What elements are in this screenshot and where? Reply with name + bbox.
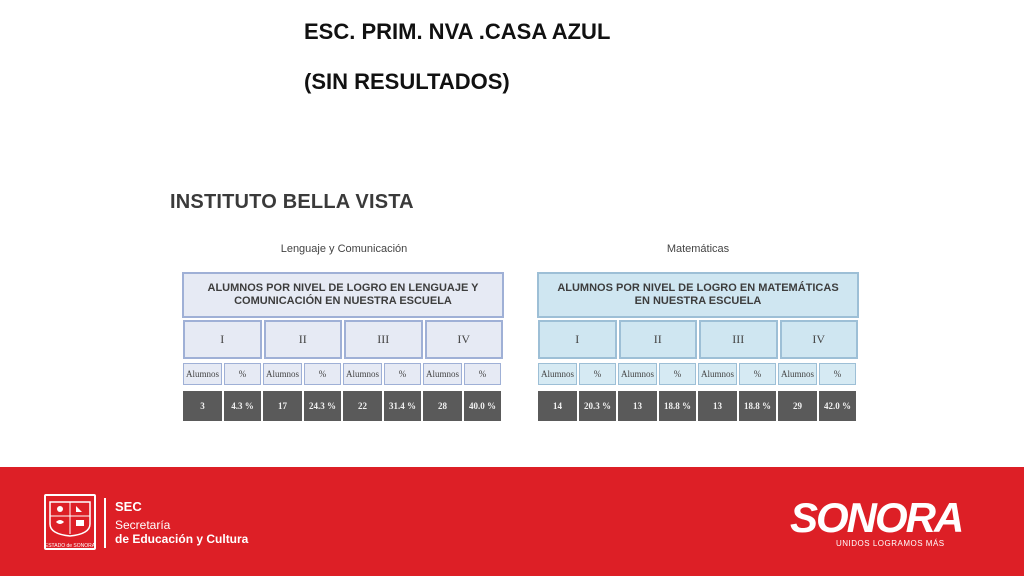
column-header-row: [537, 362, 859, 386]
col-pct: %: [384, 363, 421, 385]
col-alumnos: Alumnos: [698, 363, 737, 385]
col-pct: %: [739, 363, 776, 385]
col-alumnos: Alumnos: [618, 363, 657, 385]
value-pct: 40.0 %: [464, 391, 501, 421]
value-pct: 4.3 %: [224, 391, 261, 421]
level-row: [182, 318, 504, 361]
slide-title-line1: ESC. PRIM. NVA .CASA AZUL: [304, 19, 611, 44]
value-alumnos: 28: [423, 391, 462, 421]
col-pct: %: [579, 363, 616, 385]
col-pct: %: [464, 363, 501, 385]
col-pct: %: [304, 363, 341, 385]
value-pct: 18.8 %: [739, 391, 776, 421]
value-pct: 31.4 %: [384, 391, 421, 421]
value-row: [537, 390, 859, 422]
col-alumnos: Alumnos: [343, 363, 382, 385]
sonora-logo: SONORA: [790, 494, 963, 541]
results-table-matematicas: [537, 270, 859, 422]
value-pct: 42.0 %: [819, 391, 856, 421]
level-cell: III: [344, 320, 423, 359]
level-cell: I: [538, 320, 617, 359]
value-pct: 18.8 %: [659, 391, 696, 421]
level-cell: IV: [425, 320, 504, 359]
value-alumnos: 29: [778, 391, 817, 421]
value-alumnos: 13: [698, 391, 737, 421]
col-alumnos: Alumnos: [263, 363, 302, 385]
value-pct: 20.3 %: [579, 391, 616, 421]
sonora-tagline: UNIDOS LOGRAMOS MÁS: [836, 539, 945, 548]
institute-title: INSTITUTO BELLA VISTA: [170, 191, 414, 213]
level-cell: II: [619, 320, 698, 359]
state-emblem-icon: [44, 494, 96, 550]
sec-abbreviation: SEC: [115, 499, 142, 514]
value-alumnos: 22: [343, 391, 382, 421]
value-alumnos: 14: [538, 391, 577, 421]
level-cell: II: [264, 320, 343, 359]
column-header-row: [182, 362, 504, 386]
level-cell: IV: [780, 320, 859, 359]
col-pct: %: [659, 363, 696, 385]
col-alumnos: Alumnos: [538, 363, 577, 385]
level-cell: III: [699, 320, 778, 359]
col-pct: %: [819, 363, 856, 385]
table-header: ALUMNOS POR NIVEL DE LOGRO EN MATEMÁTICAS EN NUESTRA ESCUELA: [537, 272, 859, 318]
level-row: [537, 318, 859, 361]
col-pct: %: [224, 363, 261, 385]
col-alumnos: Alumnos: [183, 363, 222, 385]
subject-label-lenguaje: Lenguaje y Comunicación: [280, 243, 408, 255]
value-alumnos: 13: [618, 391, 657, 421]
results-table-lenguaje: [182, 270, 504, 422]
value-alumnos: 17: [263, 391, 302, 421]
col-alumnos: Alumnos: [778, 363, 817, 385]
sec-name-line2: de Educación y Cultura: [115, 532, 249, 546]
value-pct: 24.3 %: [304, 391, 341, 421]
subject-label-matematicas: Matemáticas: [666, 243, 730, 255]
table-header: ALUMNOS POR NIVEL DE LOGRO EN LENGUAJE Y COMUNICACIÓN EN NUESTRA ESCUELA: [182, 272, 504, 318]
level-cell: I: [183, 320, 262, 359]
sec-name-line1: Secretaría: [115, 518, 171, 532]
value-row: [182, 390, 504, 422]
col-alumnos: Alumnos: [423, 363, 462, 385]
emblem-caption: ESTADO de SONORA: [44, 543, 96, 549]
slide-title-line2: (SIN RESULTADOS): [304, 69, 510, 94]
value-alumnos: 3: [183, 391, 222, 421]
footer-divider: [104, 498, 106, 548]
